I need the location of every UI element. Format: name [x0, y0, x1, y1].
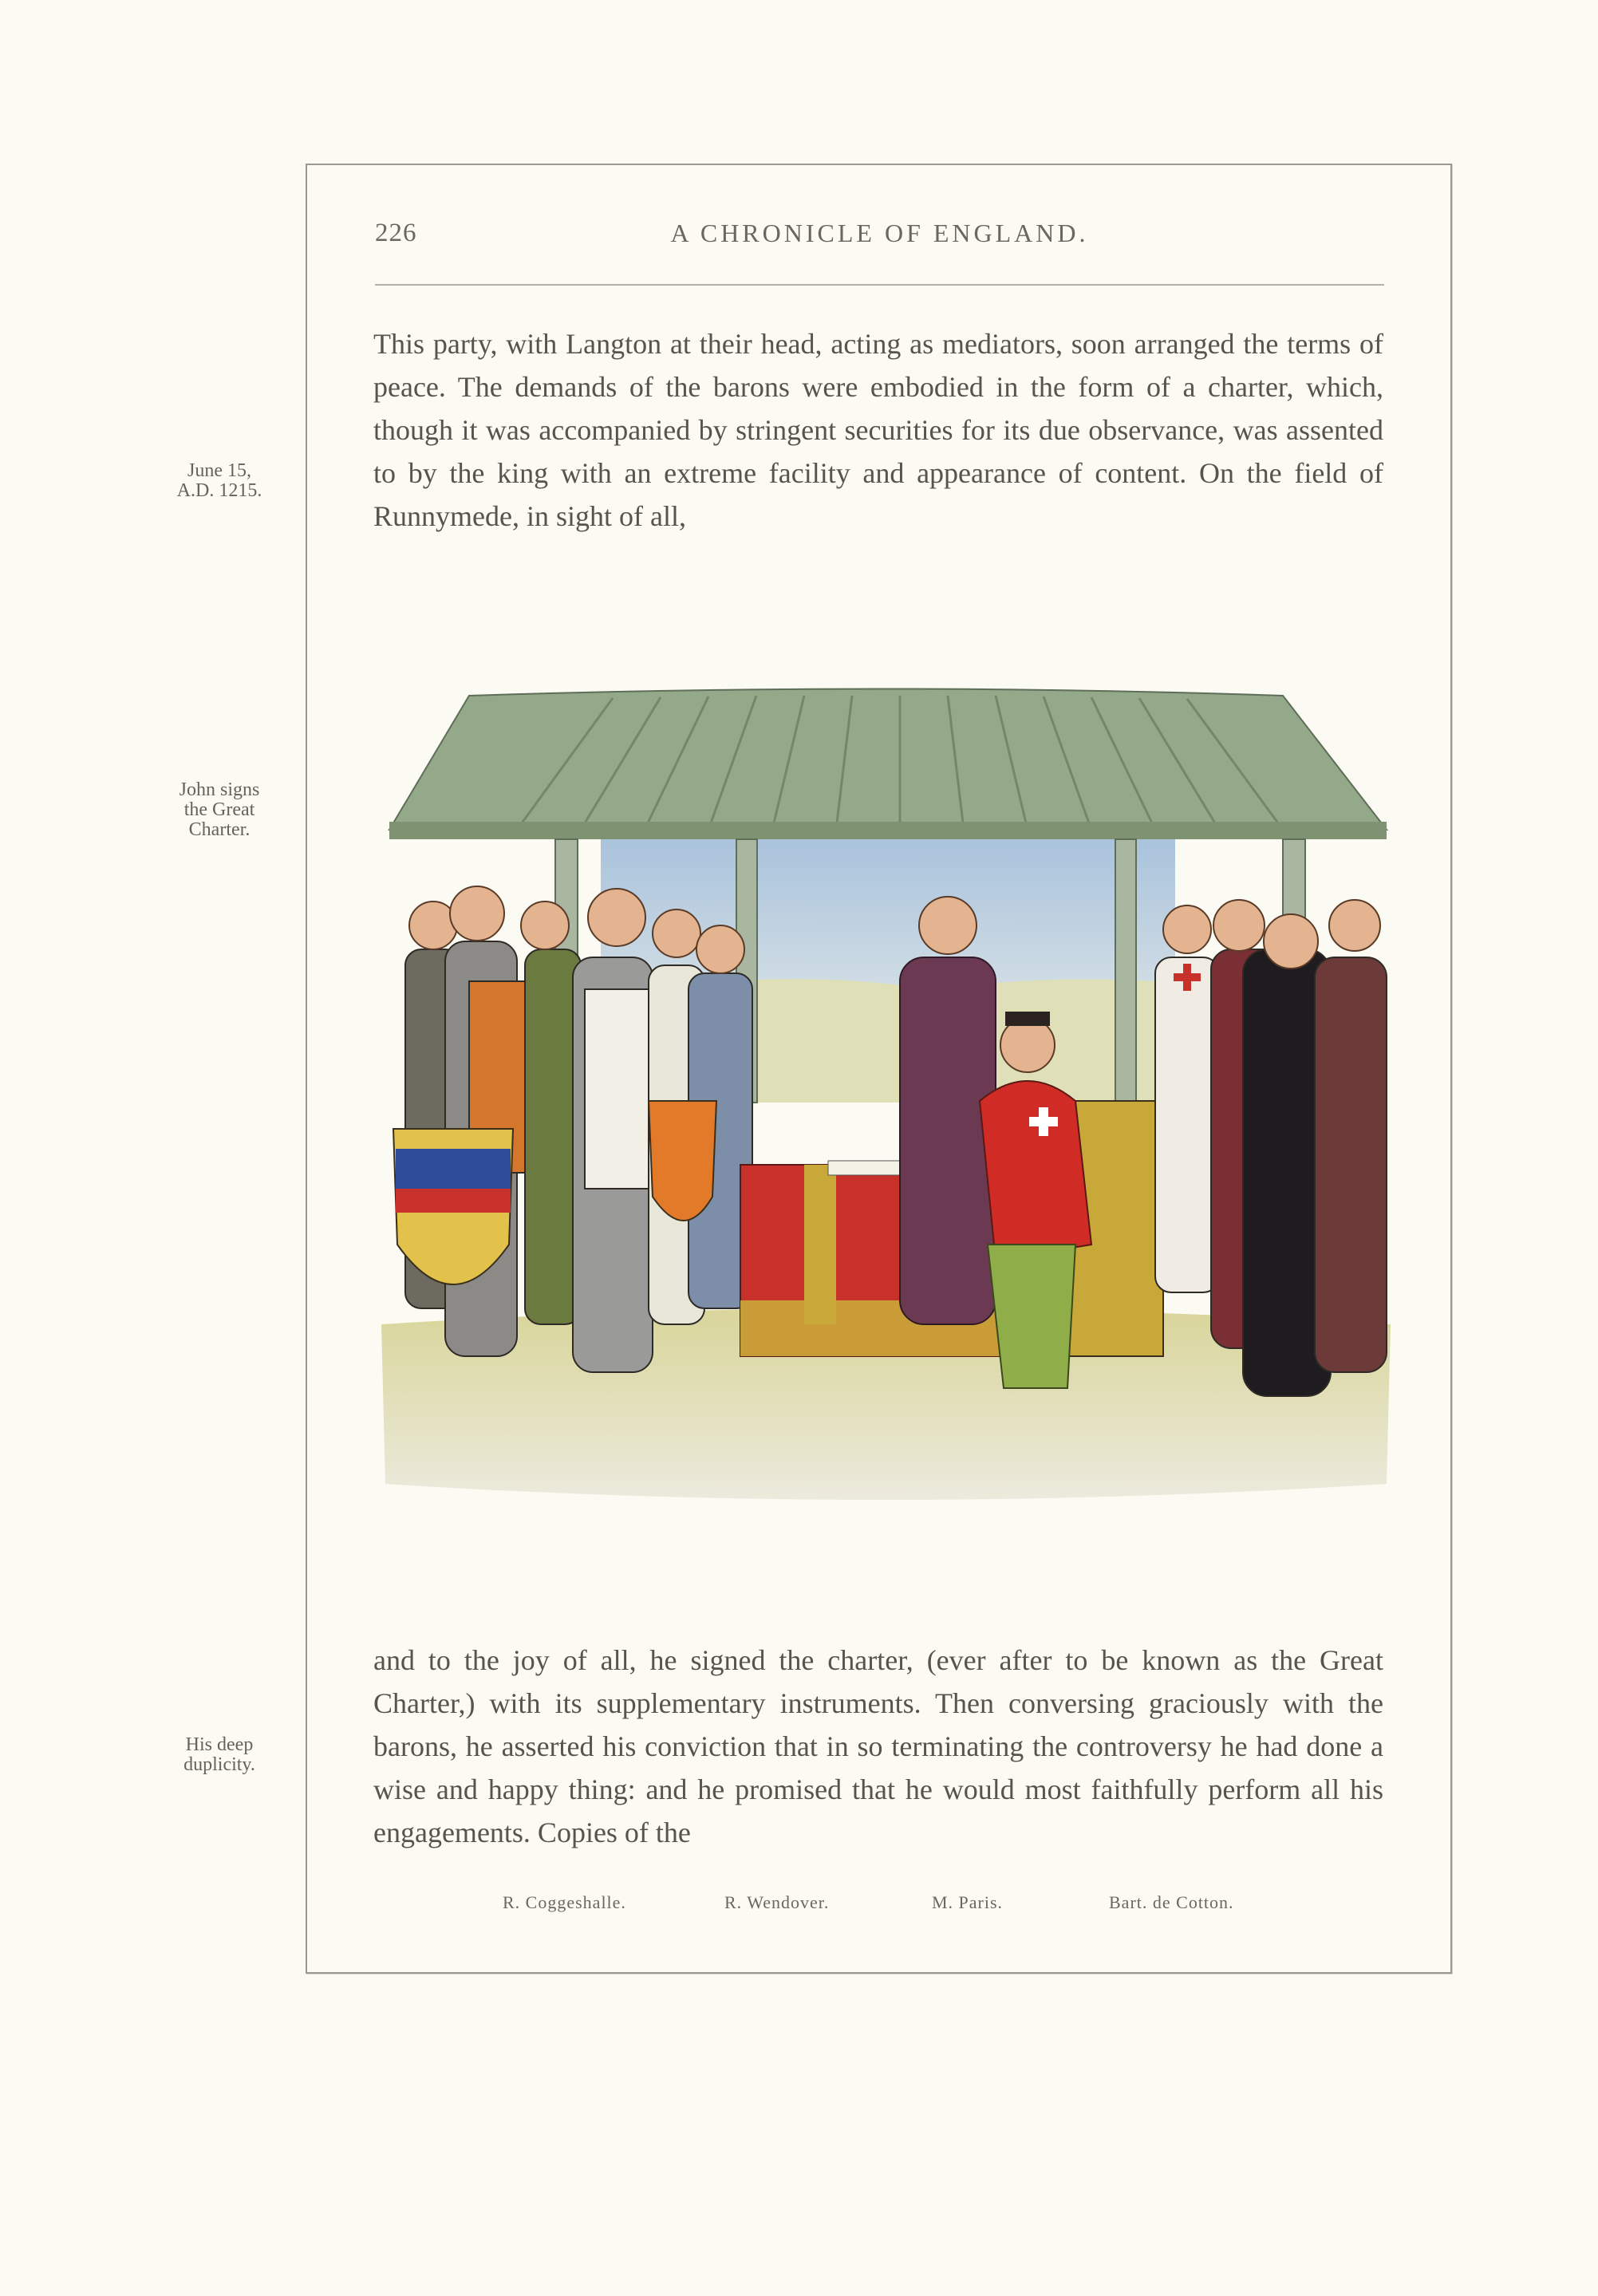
body-paragraph-bottom: and to the joy of all, he signed the charter, (ever after to be known as the Great Charter,) with its supplementary instruments. Then conversing graciously with the barons, he asserted his conviction that in so terminating the controversy he had done a wise and happy thing: and he promised that he would most faithfully perform all his engagements. Copies of the	[373, 1644, 1383, 1848]
running-head	[375, 214, 1384, 262]
page-number: 226	[375, 219, 417, 247]
sidenote-john-signs: John signs the Great Charter.	[179, 779, 260, 840]
footnote-cotton: Bart. de Cotton.	[1109, 1892, 1234, 1912]
footnote-paris: M. Paris.	[932, 1892, 1004, 1912]
footnote-sources	[447, 1892, 1340, 1924]
running-title: A CHRONICLE OF ENGLAND.	[670, 219, 1089, 247]
sidenote-duplicity: His deep duplicity.	[183, 1734, 255, 1775]
illustration-svg	[373, 686, 1395, 1512]
magna-carta-illustration	[373, 686, 1395, 1512]
header-rule	[375, 284, 1384, 286]
footnote-wendover: R. Wendover.	[724, 1892, 830, 1912]
footnote-coggeshalle: R. Coggeshalle.	[503, 1892, 626, 1912]
body-paragraph-top: This party, with Langton at their head, acting as mediators, soon arranged the terms of peace. The demands of the barons were embodied in the form of a charter, which, though it was accompanied by stringent securities for its due observance, was assented to by the king with an extreme facility and appearance of content. On the field of Runnymede, in sight of all,	[373, 328, 1383, 532]
sidenote-date: June 15, A.D. 1215.	[176, 460, 262, 501]
